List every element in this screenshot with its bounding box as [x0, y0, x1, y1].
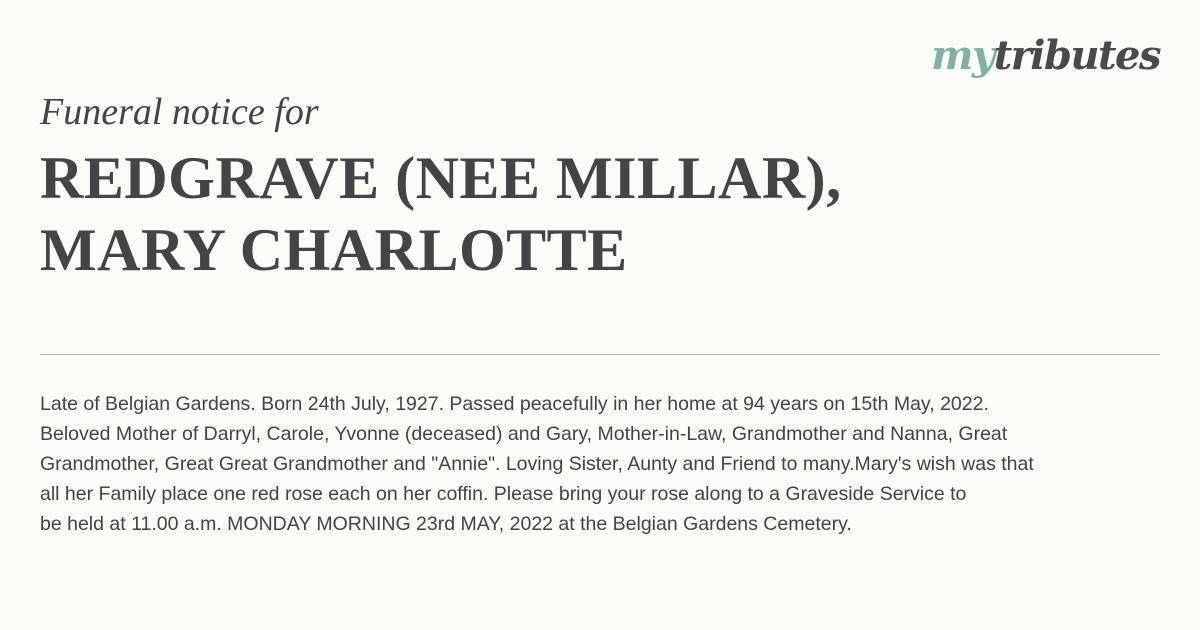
- deceased-name-line-1: REDGRAVE (NEE MILLAR),: [40, 145, 842, 211]
- notice-line: all her Family place one red rose each on her coffin. Please bring your rose along to a Graveside Service to: [40, 483, 967, 505]
- logo-my-text: my: [931, 32, 994, 79]
- deceased-name-line-2: MARY CHARLOTTE: [40, 217, 628, 283]
- notice-body: [40, 389, 1175, 539]
- notice-line: Grandmother, Great Great Grandmother and "Annie". Loving Sister, Aunty and Friend to many.Mary's wish was that: [40, 453, 1034, 475]
- logo-tributes-text: tributes: [993, 32, 1160, 79]
- section-divider: [40, 354, 1160, 355]
- notice-line: be held at 11.00 a.m. MONDAY MORNING 23rd MAY, 2022 at the Belgian Gardens Cemetery.: [40, 513, 852, 535]
- deceased-name: [40, 142, 842, 286]
- notice-line: Beloved Mother of Darryl, Carole, Yvonne (deceased) and Gary, Mother-in-Law, Grandmother and Nanna, Great: [40, 423, 1008, 445]
- mytributes-logo[interactable]: [931, 32, 1160, 79]
- notice-line: Late of Belgian Gardens. Born 24th July, 1927. Passed peacefully in her home at 94 years on 15th May, 2022.: [40, 393, 989, 415]
- notice-kicker: Funeral notice for: [40, 91, 319, 133]
